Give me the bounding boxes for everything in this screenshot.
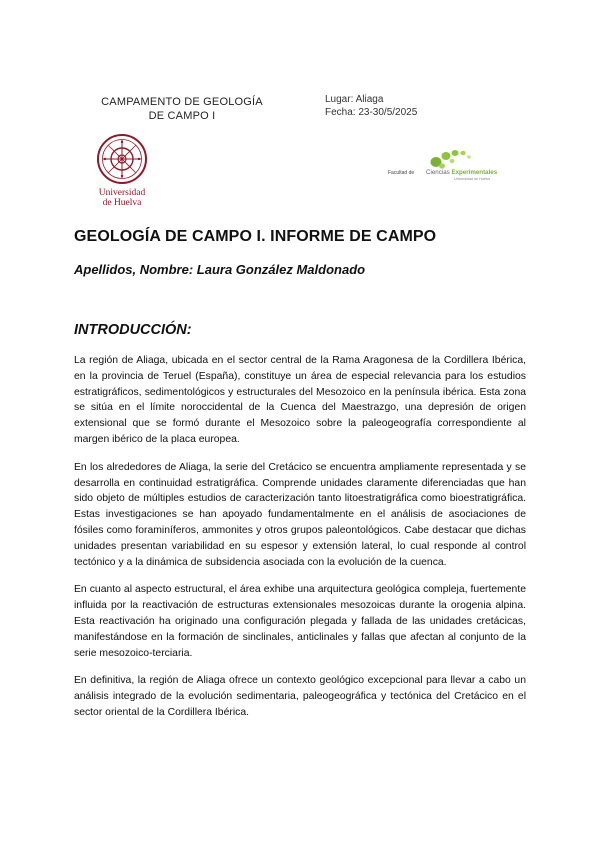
faculty-prefix: Facultad de bbox=[388, 170, 415, 176]
faculty-name bbox=[426, 169, 498, 176]
faculty-subtitle: Universidad de Huelva bbox=[454, 177, 491, 181]
student-name: Apellidos, Nombre: Laura González Maldonado bbox=[74, 262, 366, 277]
faculty-name-a: Ciencias bbox=[426, 169, 452, 176]
paragraph: En definitiva, la región de Aliaga ofrece un contexto geológico excepcional para llevar a cabo un análisis integrado de la evolución sedimentaria, paleogeográfica y tectónica del Cretácico en el sector oriental de la Cordillera Ibérica. bbox=[74, 675, 526, 718]
university-name-line1: Universidad bbox=[98, 188, 146, 198]
paragraph: En los alrededores de Aliaga, la serie del Cretácico se encuentra ampliamente representada y se desarrolla en continuidad estratigráfica. Comprende unidades claramente diferenciadas que han sido objeto de múltiples estudios de caracterización tanto litoestratigráfica como bioestratigráfica. Estas investigaciones se han apoyado fundamentalmente en el análisis de asociaciones de fósiles como foraminíferos, ammonites y otros grupos paleontológicos. Cabe destacar que dichas unidades presentan variabilidad en su espesor y extensión lateral, lo cual responde al control tectónico y a la dinámica de subsidencia asociada con la evolución de la cuenca. bbox=[74, 461, 526, 568]
camp-title-line2: DE CAMPO I bbox=[148, 110, 216, 122]
place-date bbox=[325, 93, 417, 119]
paragraph: La región de Aliaga, ubicada en el sector central de la Rama Aragonesa de la Cordillera Ibérica, en la provincia de Teruel (España), constituye un área de especial relevancia para los estudios estratigráficos, sedimentológicos y estructurales del Mesozoico en la península ibérica. Esta zona se sitúa en el límite noroccidental de la Cuenca del Maestrazgo, una depresión de origen extensional que se formó durante el Mesozoico sobre la paleogeografía correspondiente al margen ibérico de la placa europea. bbox=[74, 355, 526, 445]
section-title: INTRODUCCIÓN: bbox=[74, 322, 192, 338]
place-label: Lugar: Aliaga bbox=[325, 94, 384, 105]
paragraph: En cuanto al aspecto estructural, el área exhibe una arquitectura geológica compleja, fuertemente influida por la reactivación de estructuras extensionales mesozoicas durante la orogenia alpina. Esta reactivación ha originado una configuración plegada y fallada de las unidades cretácicas, manifestándose en la formación de sinclinales, anticlinales y fallas que afectan al conjunto de la serie mesozoico-terciaria. bbox=[74, 584, 526, 659]
university-seal-logo bbox=[94, 133, 150, 207]
document-title: GEOLOGÍA DE CAMPO I. INFORME DE CAMPO bbox=[74, 228, 437, 245]
faculty-logo bbox=[388, 148, 500, 190]
introduction-body bbox=[74, 353, 526, 733]
faculty-name-b: Experimentales bbox=[451, 169, 498, 176]
camp-title bbox=[92, 95, 272, 123]
leaf-dots-icon bbox=[431, 150, 471, 169]
camp-title-line1: CAMPAMENTO DE GEOLOGÍA bbox=[101, 96, 263, 108]
date-label: Fecha: 23-30/5/2025 bbox=[325, 107, 418, 118]
university-name-line2: de Huelva bbox=[102, 198, 142, 207]
